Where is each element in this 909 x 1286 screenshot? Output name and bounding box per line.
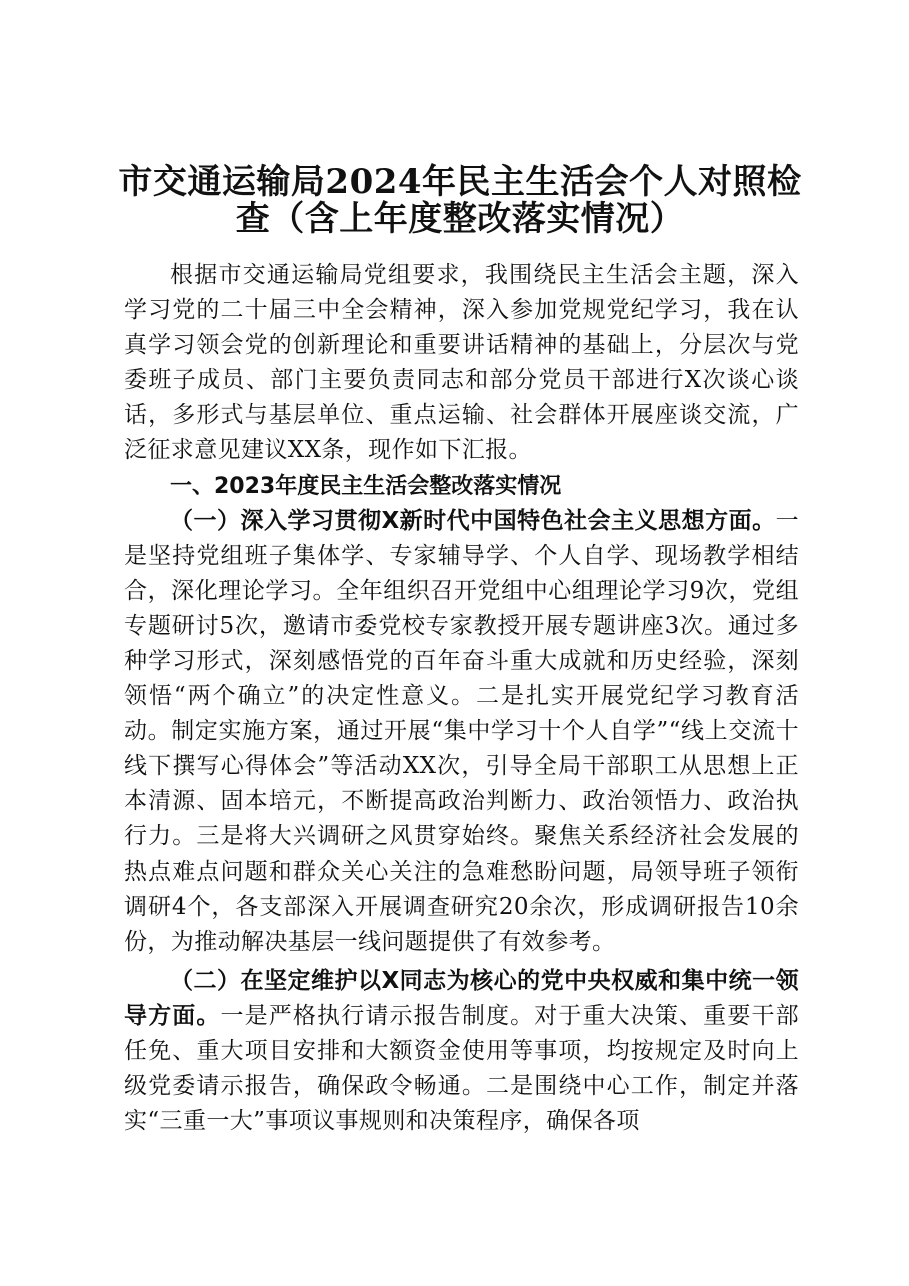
- item-2-body: 一是严格执行请示报告制度。对于重大决策、重要干部任免、重大项目安排和大额资金使用等事项，均按规定及时向上级党委请示报告，确保政令畅通。二是围绕中心工作，制定并落实“三重一大”事项议事规则和决策程序，确保各项: [124, 1002, 799, 1135]
- item-1-paragraph: [124, 504, 799, 960]
- item-2-lead: （二）在坚定维护以X同志为核心的党中央权威和集中统一领导方面。: [124, 967, 799, 1029]
- document-title-line-2: 查（含上年度整改落实情况）: [235, 199, 685, 239]
- document-title-line-1: 市交通运输局2024年民主生活会个人对照检: [118, 162, 802, 202]
- item-1-body: 一是坚持党组班子集体学、专家辅导学、个人自学、现场教学相结合，深化理论学习。全年组织召开党组中心组理论学习9次，党组专题研讨5次，邀请市委党校专家教授开展专题讲座3次。通过多种学习形式，深刻感悟党的百年奋斗重大成就和历史经验，深刻领悟“两个确立”的决定性意义。二是扎实开展党纪学习教育活动。制定实施方案，通过开展“集中学习十个人自学”“线上交流十线下撰写心得体会”等活动XX次，引导全局干部职工从思想上正本清源、固本培元，不断提高政治判断力、政治领悟力、政治执行力。三是将大兴调研之风贯穿始终。聚焦关系经济社会发展的热点难点问题和群众关心关注的急难愁盼问题，局领导班子领衔调研4个，各支部深入开展调查研究20余次，形成调研报告10余份，为推动解决基层一线问题提供了有效参考。: [124, 507, 799, 955]
- item-1-lead: （一）深入学习贯彻X新时代中国特色社会主义思想方面。: [170, 507, 776, 534]
- section-heading: 一、2023年度民主生活会整改落实情况: [170, 473, 562, 499]
- document-body: [124, 258, 799, 1139]
- intro-paragraph: 根据市交通运输局党组要求，我围绕民主生活会主题，深入学习党的二十届三中全会精神，深入参加党规党纪学习，我在认真学习领会党的创新理论和重要讲话精神的基础上，分层次与党委班子成员、部门主要负责同志和部分党员干部进行X次谈心谈话，多形式与基层单位、重点运输、社会群体开展座谈交流，广泛征求意见建议XX条，现作如下汇报。: [124, 262, 799, 464]
- item-2-paragraph: [124, 964, 799, 1139]
